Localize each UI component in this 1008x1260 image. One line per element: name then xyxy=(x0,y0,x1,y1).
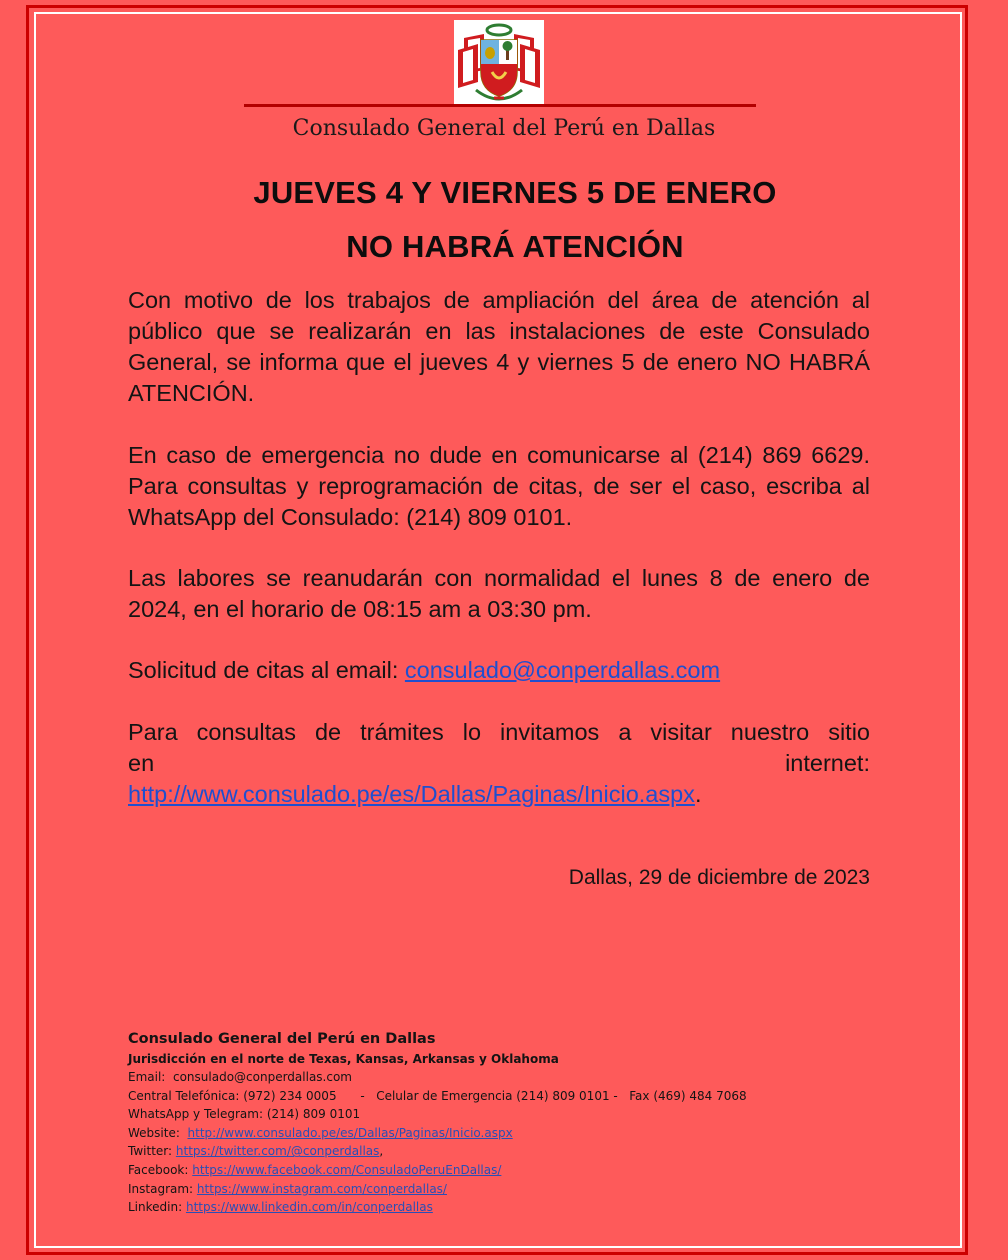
footer-emergency-value: (214) 809 0101 xyxy=(516,1088,610,1103)
website-word-en: en xyxy=(128,750,155,776)
website-line3 xyxy=(128,779,870,810)
footer-linkedin-link[interactable]: https://www.linkedin.com/in/conperdallas xyxy=(185,1200,433,1215)
footer-fax-label: Fax xyxy=(629,1088,650,1103)
footer-phone-label: Central Telefónica: xyxy=(128,1088,240,1103)
footer-website-row xyxy=(128,1124,848,1143)
footer-instagram-row xyxy=(128,1180,848,1199)
dateline: Dallas, 29 de diciembre de 2023 xyxy=(568,866,870,889)
footer-twitter-comma: , xyxy=(379,1144,384,1159)
consulate-name: Consulado General del Perú en Dallas xyxy=(292,116,716,141)
paragraph-appointments xyxy=(128,655,870,686)
website-link[interactable]: http://www.consulado.pe/es/Dallas/Paginas/Inicio.aspx xyxy=(128,781,695,807)
footer-phone-value: (972) 234 0005 xyxy=(243,1088,337,1103)
footer-linkedin-row xyxy=(128,1198,848,1217)
footer-website-label: Website: xyxy=(128,1125,180,1140)
footer-fax-value: (469) 484 7068 xyxy=(653,1088,747,1103)
footer-separator: - xyxy=(360,1088,365,1103)
header-divider xyxy=(244,104,756,107)
footer-instagram-label: Instagram: xyxy=(128,1181,194,1196)
footer-separator: - xyxy=(613,1088,618,1103)
footer-phone-row xyxy=(128,1087,848,1106)
website-word-internet: internet: xyxy=(785,750,870,776)
footer-email-value[interactable]: consulado@conperdallas.com xyxy=(172,1070,352,1084)
email-link[interactable]: consulado@conperdallas.com xyxy=(404,657,721,683)
paragraph-reason: Con motivo de los trabajos de ampliación del área de atención al público que se realizarán en las instalaciones de este Consulado General, se informa que el jueves 4 y viernes 5 de enero NO HABRÁ ATENCIÓN. xyxy=(128,287,870,406)
footer-email-label: Email: xyxy=(128,1070,166,1084)
paragraph-emergency: En caso de emergencia no dude en comunicarse al (214) 869 6629. Para consultas y reprogramación de citas, de ser el caso, escriba al WhatsApp del Consulado: (214) 809 0101. xyxy=(128,442,870,530)
footer-linkedin-label: Linkedin: xyxy=(128,1200,183,1215)
appointments-text: Solicitud de citas al email: xyxy=(128,657,405,683)
footer-facebook-label: Facebook: xyxy=(128,1162,189,1177)
paragraph-resumption: Las labores se reanudarán con normalidad el lunes 8 de enero de 2024, en el horario de 08:15 am a 03:30 pm. xyxy=(128,565,870,622)
footer-whatsapp-row xyxy=(128,1105,848,1124)
footer-website-link[interactable]: http://www.consulado.pe/es/Dallas/Paginas/Inicio.aspx xyxy=(187,1125,513,1140)
footer-twitter-row xyxy=(128,1142,848,1161)
footer-emergency-label: Celular de Emergencia xyxy=(376,1088,513,1103)
peru-coat-of-arms-icon xyxy=(454,20,544,106)
footer-twitter-label: Twitter: xyxy=(128,1144,173,1159)
footer-facebook-link[interactable]: https://www.facebook.com/ConsuladoPeruEnDallas/ xyxy=(192,1162,502,1177)
website-line1 xyxy=(128,717,870,748)
website-line2 xyxy=(128,748,870,779)
footer-title: Consulado General del Perú en Dallas xyxy=(128,1031,436,1047)
headline-no-service: NO HABRÁ ATENCIÓN xyxy=(346,229,684,264)
footer-whatsapp-label: WhatsApp y Telegram: xyxy=(128,1107,263,1122)
headline-dates: JUEVES 4 Y VIERNES 5 DE ENERO xyxy=(253,175,777,210)
website-period: . xyxy=(694,781,702,807)
footer-email-row xyxy=(128,1068,848,1087)
footer-jurisdiction: Jurisdicción en el norte de Texas, Kansas, Arkansas y Oklahoma xyxy=(128,1052,559,1066)
paragraph-website xyxy=(128,717,870,810)
footer-contact-block xyxy=(128,1028,848,1217)
footer-facebook-row xyxy=(128,1161,848,1180)
footer-instagram-link[interactable]: https://www.instagram.com/conperdallas/ xyxy=(196,1181,447,1196)
website-line1-text: Para consultas de trámites lo invitamos a visitar nuestro sitio xyxy=(128,719,870,745)
footer-twitter-link[interactable]: https://twitter.com/@conperdallas xyxy=(175,1144,380,1159)
footer-whatsapp-value: (214) 809 0101 xyxy=(266,1107,361,1122)
